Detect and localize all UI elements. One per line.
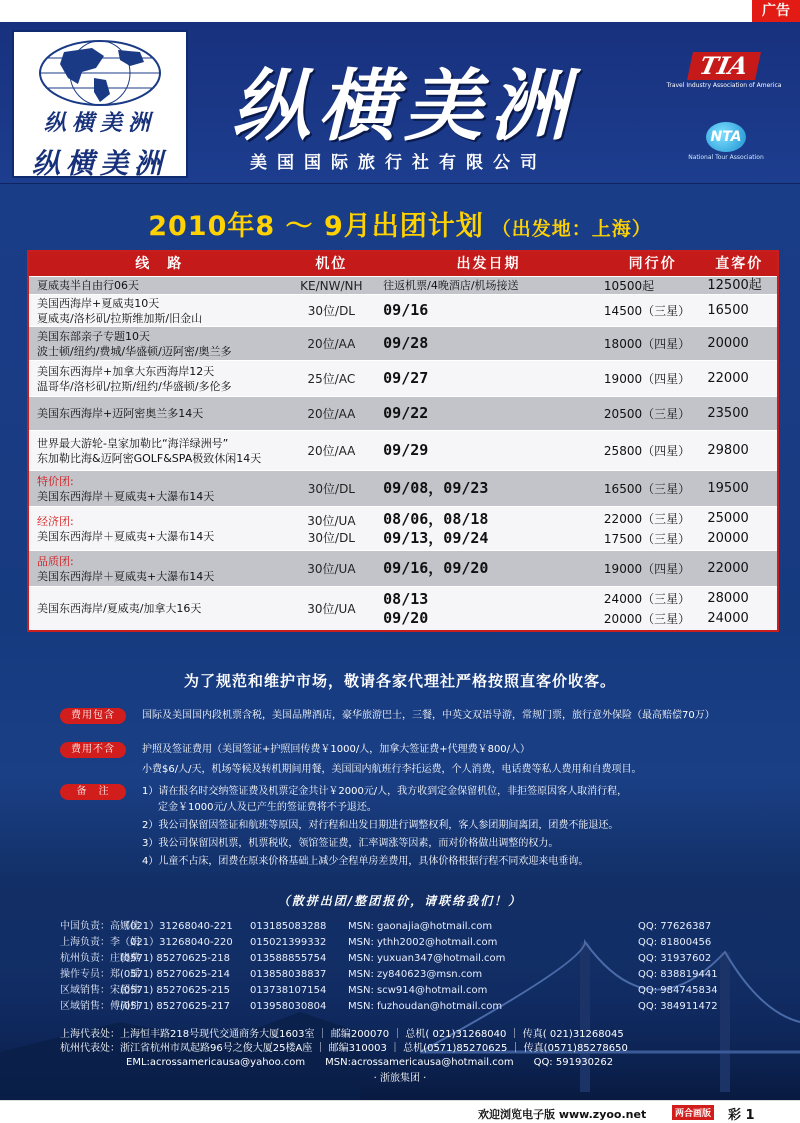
route-name: 温哥华/洛杉矶/拉斯/纽约/华盛顿/多伦多 [37,379,232,393]
date-cell [373,277,604,295]
departure-date: 09/22 [383,404,429,422]
plan-title-main: 2010年8 ～ 9月出团计划 [148,211,484,242]
table-row [29,506,777,550]
date-cell [373,369,604,388]
contact-tel: (0571) 85270625-214 [120,969,231,980]
contact-msn[interactable]: MSN: gaonajia@hotmail.com [348,921,493,932]
route-cell [29,278,290,293]
contact-tel: （021）31268040-220 [120,937,233,948]
contact-mobile: 013588855754 [250,953,327,964]
route-cell [29,554,290,584]
contact-qq: QQ: 81800456 [638,937,712,948]
retail-price: 16500 [707,302,749,318]
remark-line: 2）我公司保留因签证和航班等原因，对行程和出发日期进行调整权利，客人参团期间离团，团费不能退还。 [142,820,619,831]
included-label: 费用包含 [60,708,126,724]
departure-date: 09/29 [383,441,429,459]
tia-text: Travel Industry Association of America [666,82,782,89]
retail-price-cell [701,334,777,354]
excluded-line: 护照及签证费用（美国签证+护照回传费￥1000/人，加拿大签证费+代理费￥800/人） [142,744,531,755]
plan-title [0,204,800,243]
contact-role: 区域销售：宋超伟 [60,985,140,996]
contact-row [60,968,760,982]
ad-tag: 广告 [752,0,800,22]
departure-date: 09/08，09/23 [383,479,489,497]
table-body [29,276,777,630]
contact-role: 中国负责：高娜佳 [60,921,140,932]
seat-cell: 20位/AA [307,407,356,421]
retail-price: 29800 [707,442,749,458]
route-category: 品质团: [37,554,74,568]
contact-mobile: 015021399332 [250,937,327,948]
price-notice: 为了规范和维护市场，敬请各家代理社严格按照直客价收客。 [183,672,616,690]
contact-mobile: 013958030804 [250,1001,327,1012]
peer-price: 19000（四星） [603,561,691,576]
header-seat: 机位 [315,256,348,272]
retail-price: 22000 [707,560,749,576]
retail-price-cell [701,589,777,629]
peer-price-cell [604,441,701,461]
contact-mobile: 013738107154 [250,985,327,996]
plan-subtitle: （出发地：上海） [491,218,652,240]
route-cell [29,329,290,359]
company-logo [12,30,188,178]
contact-row [60,1000,760,1014]
table-row [29,430,777,470]
retail-price-cell [701,277,777,295]
logo-text-small: 纵横美洲 [43,110,156,136]
remark-line: 4）儿童不占床，团费在原来价格基础上减少全程单房差费用，具体价格根据行程不同欢迎来电垂询。 [142,856,589,867]
contact-tel: (0571) 85270625-218 [120,953,231,964]
included-text: 国际及美国国内段机票含税，美国品牌酒店，豪华旅游巴士，三餐，中英文双语导游，常规门票，旅行意外保险（最高赔偿70万） [142,710,715,721]
contact-qq: QQ: 384911472 [638,1001,718,1012]
table-row [29,360,777,396]
peer-price-cell [604,404,701,424]
retail-price: 25000 [707,510,749,526]
retail-price: 20000 [707,335,749,351]
seat-cell: 30位/UA [307,562,356,576]
header-route: 线 路 [135,256,184,272]
route-cell [29,436,290,466]
departure-date: 09/20 [383,608,429,627]
peer-price-cell [604,301,701,321]
seat-cell: 30位/DL [307,304,355,318]
departure-date: 08/06，08/18 [383,509,489,528]
peer-price-cell [604,277,701,295]
route-cell [29,474,290,504]
seat-cell: 20位/AA [307,444,356,458]
header-date: 出发日期 [456,256,521,272]
contact-msn[interactable]: MSN: scw914@hotmail.com [348,985,488,996]
nta-text: National Tour Association [688,154,764,161]
route-name: 美国东部亲子专题10天 [37,329,150,343]
header-banner [0,22,800,184]
table-row [29,470,777,506]
footer-badge: 两合画版 [672,1105,714,1120]
table-row [29,326,777,360]
departure-date: 09/16 [383,301,429,319]
header-peer-price: 同行价 [628,256,677,272]
retail-price: 12500起 [707,277,762,293]
route-name: 波士顿/纽约/费城/华盛顿/迈阿密/奥兰多 [37,344,232,358]
contact-row [60,920,760,934]
office-hangzhou: 杭州代表处：浙江省杭州市凤起路96号之俊大厦25楼A座 ｜ 邮编310003 ｜ 总机(0571)85270625 ｜ 传真(0571)85278650 [60,1043,628,1054]
contact-msn[interactable]: MSN: zy840623@msn.com [348,969,483,980]
contact-mobile: 013185083288 [250,921,327,932]
peer-price: 10500起 [603,278,655,293]
peer-price: 24000（三星） [603,591,691,606]
tour-schedule-table [27,250,779,632]
office-shanghai: 上海代表处：上海恒丰路218号现代交通商务大厦1603室 ｜ 邮编200070 ｜ 总机( 021)31268040 ｜ 传真( 021)31268045 [60,1029,624,1040]
route-name: 美国东西海岸＋夏威夷+大瀑布14天 [37,569,215,583]
peer-price: 20500（三星） [603,406,691,421]
contact-tel: (0571) 85270625-215 [120,985,231,996]
contact-qq: QQ: 838819441 [638,969,718,980]
seat-cell: 30位/DL [307,482,355,496]
brand-title: 纵横美洲 [232,61,577,152]
contact-row [60,936,760,950]
route-name: 美国东西海岸+加拿大东西海岸12天 [37,364,215,378]
contact-tel: (0571) 85270625-217 [120,1001,231,1012]
email-line: EML:acrossamericausa@yahoo.com MSN:acrossamericausa@hotmail.com QQ: 591930262 [126,1057,614,1068]
retail-price: 19500 [707,480,749,496]
contact-heading: （散拼出团/整团报价，请联络我们！） [277,894,523,908]
peer-price: 25800（四星） [603,443,691,458]
retail-price: 22000 [707,370,749,386]
contact-mobile: 013858038837 [250,969,327,980]
page-number: 彩 1 [728,1108,755,1123]
seat-cell: 30位/UA [307,602,356,616]
departure-date: 09/16，09/20 [383,559,489,577]
contact-msn[interactable]: MSN: yuxuan347@hotmail.com [348,953,506,964]
route-cell [29,296,290,326]
tia-mark: TIA [687,52,761,80]
route-name: 美国东西海岸/夏威夷/加拿大16天 [37,602,202,615]
header-retail-price: 直客价 [715,256,764,272]
peer-price-cell [604,369,701,389]
departure-date: 往返机票/4晚酒店/机场接送 [383,278,519,292]
footer-website[interactable]: 欢迎浏览电子版 www.zyoo.net [478,1108,647,1121]
date-cell [373,301,604,320]
seat-cell: 30位/UA 30位/DL [307,513,356,545]
table-row [29,586,777,630]
retail-price-cell [701,559,777,579]
contact-msn[interactable]: MSN: ythh2002@hotmail.com [348,937,498,948]
peer-price-cell [604,589,701,629]
contact-role: 操作专员：郑 瑶 [60,969,140,980]
departure-date: 09/28 [383,334,429,352]
contact-row [60,984,760,998]
contact-row [60,952,760,966]
table-row [29,550,777,586]
contact-tel: （021）31268040-221 [120,921,233,932]
peer-price: 14500（三星） [603,303,691,318]
remark-line: 定金￥1000元/人及已产生的签证费将不予退还。 [158,802,377,813]
route-name: 东加勒比海&迈阿密GOLF&SPA极致休闲14天 [37,451,262,465]
peer-price: 17500（三星） [603,531,691,546]
brand-subtitle: 美国国际旅行社有限公司 [250,153,547,173]
seat-cell: KE/NW/NH [300,278,363,293]
contact-role: 区域销售：傅周丹 [60,1001,140,1012]
logo-text-large: 纵横美洲 [31,147,168,180]
date-cell [373,404,604,423]
table-row [29,396,777,430]
peer-price: 16500（三星） [603,481,691,496]
route-name: 美国东西海岸＋夏威夷+大瀑布14天 [37,489,215,503]
retail-price-cell [701,509,777,549]
peer-price: 19000（四星） [603,371,691,386]
contact-qq: QQ: 31937602 [638,953,712,964]
remarks-label: 备 注 [60,784,126,800]
date-cell [373,590,604,628]
contact-role: 上海负责：李 娟 [60,937,140,948]
retail-price: 24000 [707,610,749,626]
date-cell [373,334,604,353]
excluded-label: 费用不含 [60,742,126,758]
route-name: 美国西海岸+夏威夷10天 [37,296,160,310]
date-cell [373,441,604,460]
route-category: 经济团: [37,514,74,528]
route-name: 美国东西海岸+迈阿密奥兰多14天 [37,407,204,420]
contact-role: 杭州负责：庄晓燕 [60,953,140,964]
route-name: 夏威夷半自由行06天 [37,279,139,292]
date-cell [373,510,604,548]
peer-price: 18000（四星） [603,336,691,351]
departure-date: 09/27 [383,369,429,387]
route-name: 世界最大游轮-皇家加勒比“海洋绿洲号” [37,436,229,450]
route-cell [29,364,290,394]
route-name: 夏威夷/洛杉矶/拉斯维加斯/旧金山 [37,311,203,325]
retail-price-cell [701,479,777,499]
group-name: · 浙旅集团 · [373,1073,427,1084]
peer-price-cell [604,479,701,499]
nta-mark: NTA [706,122,746,152]
peer-price-cell [604,509,701,549]
route-name: 美国东西海岸＋夏威夷+大瀑布14天 [37,529,215,543]
seat-cell: 20位/AA [307,337,356,351]
contact-qq: QQ: 984745834 [638,985,718,996]
peer-price: 22000（三星） [603,511,691,526]
peer-price: 20000（三星） [603,611,691,626]
tia-logo [664,52,784,112]
route-cell [29,514,290,544]
seat-cell: 25位/AC [307,372,356,386]
retail-price: 20000 [707,530,749,546]
route-category: 特价团: [37,474,74,488]
contact-msn[interactable]: MSN: fuzhoudan@hotmail.com [348,1001,503,1012]
route-cell [29,406,290,421]
retail-price: 28000 [707,590,749,606]
contact-qq: QQ: 77626387 [638,921,712,932]
retail-price-cell [701,404,777,424]
date-cell [373,559,604,578]
departure-date: 08/13 [383,589,429,608]
peer-price-cell [604,559,701,579]
retail-price-cell [701,301,777,321]
route-cell [29,601,290,616]
table-row [29,276,777,294]
travel-poster [0,22,800,1100]
retail-price: 23500 [707,405,749,421]
departure-date: 09/13，09/24 [383,528,489,547]
excluded-line: 小费$6/人/天，机场等候及转机期间用餐，美国国内航班行李托运费，个人消费，电话费等私人费用和自费项目。 [142,764,642,775]
retail-price-cell [701,441,777,461]
peer-price-cell [604,334,701,354]
table-header [29,252,777,276]
retail-price-cell [701,369,777,389]
globe-icon [34,38,166,108]
date-cell [373,479,604,498]
remark-line: 3）我公司保留因机票，机票税收，领馆签证费，汇率调涨等因素，而对价格做出调整的权力。 [142,838,559,849]
nta-logo [668,122,784,178]
table-row [29,294,777,326]
remark-line: 1）请在报名时交纳签证费及机票定金共计￥2000元/人，我方收到定金保留机位，非拒签原因客人取消行程， [142,786,628,797]
